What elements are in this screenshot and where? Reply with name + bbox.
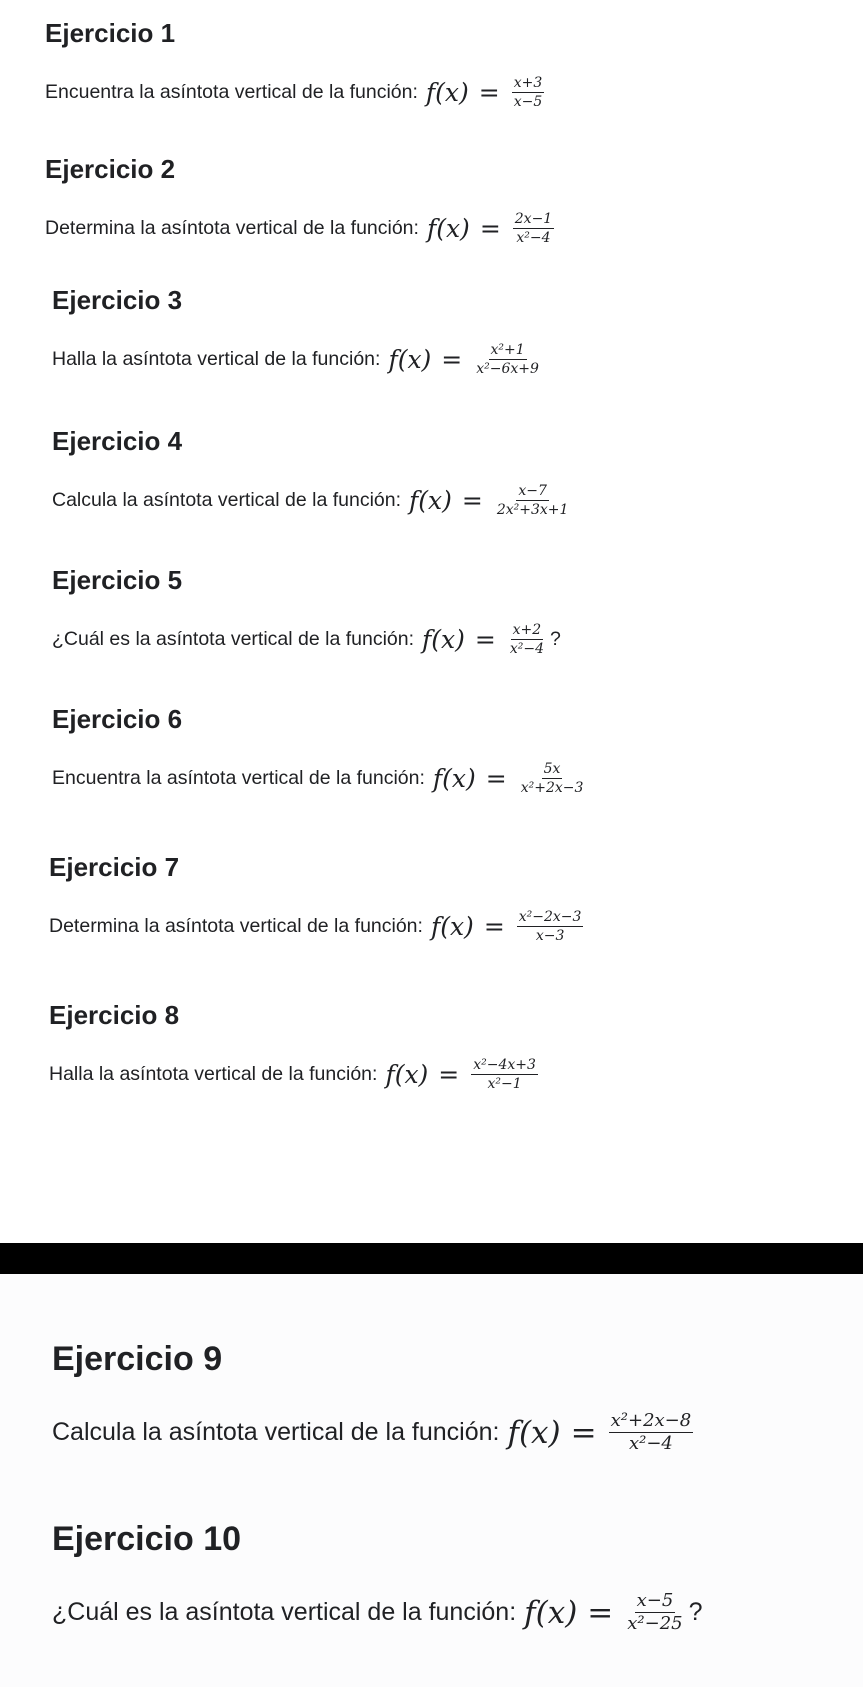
question-mark: ? — [688, 1598, 703, 1626]
fraction — [625, 1592, 684, 1633]
function-lhs: f(x) — [425, 78, 469, 107]
fraction — [609, 1412, 694, 1453]
exercise-title: Ejercicio 8 — [49, 1000, 180, 1030]
denominator: 2x²+3x+1 — [496, 502, 569, 518]
equals-sign: = — [485, 764, 507, 793]
exercise-statement — [52, 762, 589, 795]
equals-sign: = — [483, 912, 505, 941]
fraction — [474, 343, 541, 376]
statement-text: Determina la asíntota vertical de la función: — [45, 217, 419, 239]
function-lhs: f(x) — [385, 1060, 429, 1089]
function-formula — [385, 1058, 538, 1091]
page-divider-bar — [0, 1243, 863, 1274]
numerator: 5x — [543, 761, 561, 777]
numerator: x²−4x+3 — [473, 1057, 536, 1073]
equals-sign: = — [478, 78, 500, 107]
denominator: x²−1 — [487, 1076, 522, 1092]
exercise-statement — [52, 1412, 697, 1453]
equals-sign: = — [438, 1060, 460, 1089]
numerator: x²−2x−3 — [518, 909, 582, 925]
equals-sign: = — [587, 1594, 614, 1631]
statement-text: Calcula la asíntota vertical de la función: — [52, 1418, 500, 1446]
function-formula — [409, 484, 570, 517]
function-lhs: f(x) — [432, 764, 476, 793]
statement-text: ¿Cuál es la asíntota vertical de la función: — [52, 628, 415, 650]
fraction — [508, 623, 546, 656]
statement-text: Halla la asíntota vertical de la función: — [52, 348, 381, 370]
fraction — [495, 484, 571, 517]
numerator: x²+1 — [490, 342, 525, 358]
exercise-title: Ejercicio 5 — [52, 565, 183, 595]
statement-text: Determina la asíntota vertical de la función: — [49, 915, 423, 937]
function-formula — [507, 1412, 693, 1453]
numerator: 2x−1 — [514, 211, 553, 227]
numerator: x²+2x−8 — [610, 1410, 692, 1431]
denominator: x−3 — [535, 928, 565, 944]
exercise-statement — [49, 1058, 542, 1091]
exercise-statement — [45, 212, 558, 245]
numerator: x−5 — [636, 1590, 674, 1611]
numerator: x−7 — [518, 483, 547, 499]
denominator: x−5 — [513, 94, 543, 110]
denominator: x²−4 — [516, 230, 551, 246]
function-lhs: f(x) — [426, 214, 470, 243]
denominator: x²−6x+9 — [476, 361, 539, 377]
exercise-title: Ejercicio 9 — [52, 1340, 223, 1378]
fraction — [512, 76, 545, 109]
statement-text: ¿Cuál es la asíntota vertical de la función: — [52, 1598, 517, 1626]
function-lhs: f(x) — [430, 912, 474, 941]
fraction — [513, 212, 554, 245]
statement-text: Calcula la asíntota vertical de la función: — [52, 489, 402, 511]
function-formula — [433, 762, 586, 795]
equals-sign: = — [474, 625, 496, 654]
exercise-statement — [49, 910, 587, 943]
exercise-title: Ejercicio 2 — [45, 154, 176, 184]
function-lhs: f(x) — [388, 345, 432, 374]
exercise-statement — [52, 623, 561, 656]
exercise-statement — [52, 484, 574, 517]
function-lhs: f(x) — [507, 1414, 561, 1451]
denominator: x²−4 — [509, 641, 544, 657]
function-formula — [388, 343, 541, 376]
function-formula — [431, 910, 584, 943]
function-lhs: f(x) — [524, 1594, 578, 1631]
statement-text: Encuentra la asíntota vertical de la función: — [45, 81, 418, 103]
exercise-statement — [52, 1592, 703, 1633]
exercise-title: Ejercicio 4 — [52, 426, 183, 456]
exercise-statement — [45, 76, 548, 109]
function-formula — [524, 1592, 685, 1633]
exercise-title: Ejercicio 10 — [52, 1520, 242, 1558]
fraction — [471, 1058, 538, 1091]
exercise-title: Ejercicio 6 — [52, 704, 183, 734]
fraction — [519, 762, 586, 795]
numerator: x+2 — [512, 622, 542, 638]
function-formula — [426, 76, 544, 109]
statement-text: Encuentra la asíntota vertical de la función: — [52, 767, 425, 789]
denominator: x²−4 — [628, 1433, 673, 1454]
function-formula — [427, 212, 554, 245]
function-lhs: f(x) — [409, 486, 452, 515]
denominator: x²−25 — [627, 1613, 683, 1634]
exercise-statement — [52, 343, 545, 376]
numerator: x+3 — [513, 75, 543, 91]
exercise-title: Ejercicio 1 — [45, 18, 176, 48]
equals-sign: = — [479, 214, 501, 243]
exercise-title: Ejercicio 3 — [52, 285, 183, 315]
question-mark: ? — [550, 628, 561, 650]
statement-text: Halla la asíntota vertical de la función: — [49, 1063, 378, 1085]
fraction — [517, 910, 584, 943]
equals-sign: = — [441, 345, 463, 374]
equals-sign: = — [461, 486, 483, 515]
denominator: x²+2x−3 — [520, 780, 584, 796]
function-lhs: f(x) — [422, 625, 465, 654]
function-formula — [422, 623, 546, 656]
equals-sign: = — [570, 1414, 597, 1451]
exercise-title: Ejercicio 7 — [49, 852, 180, 882]
